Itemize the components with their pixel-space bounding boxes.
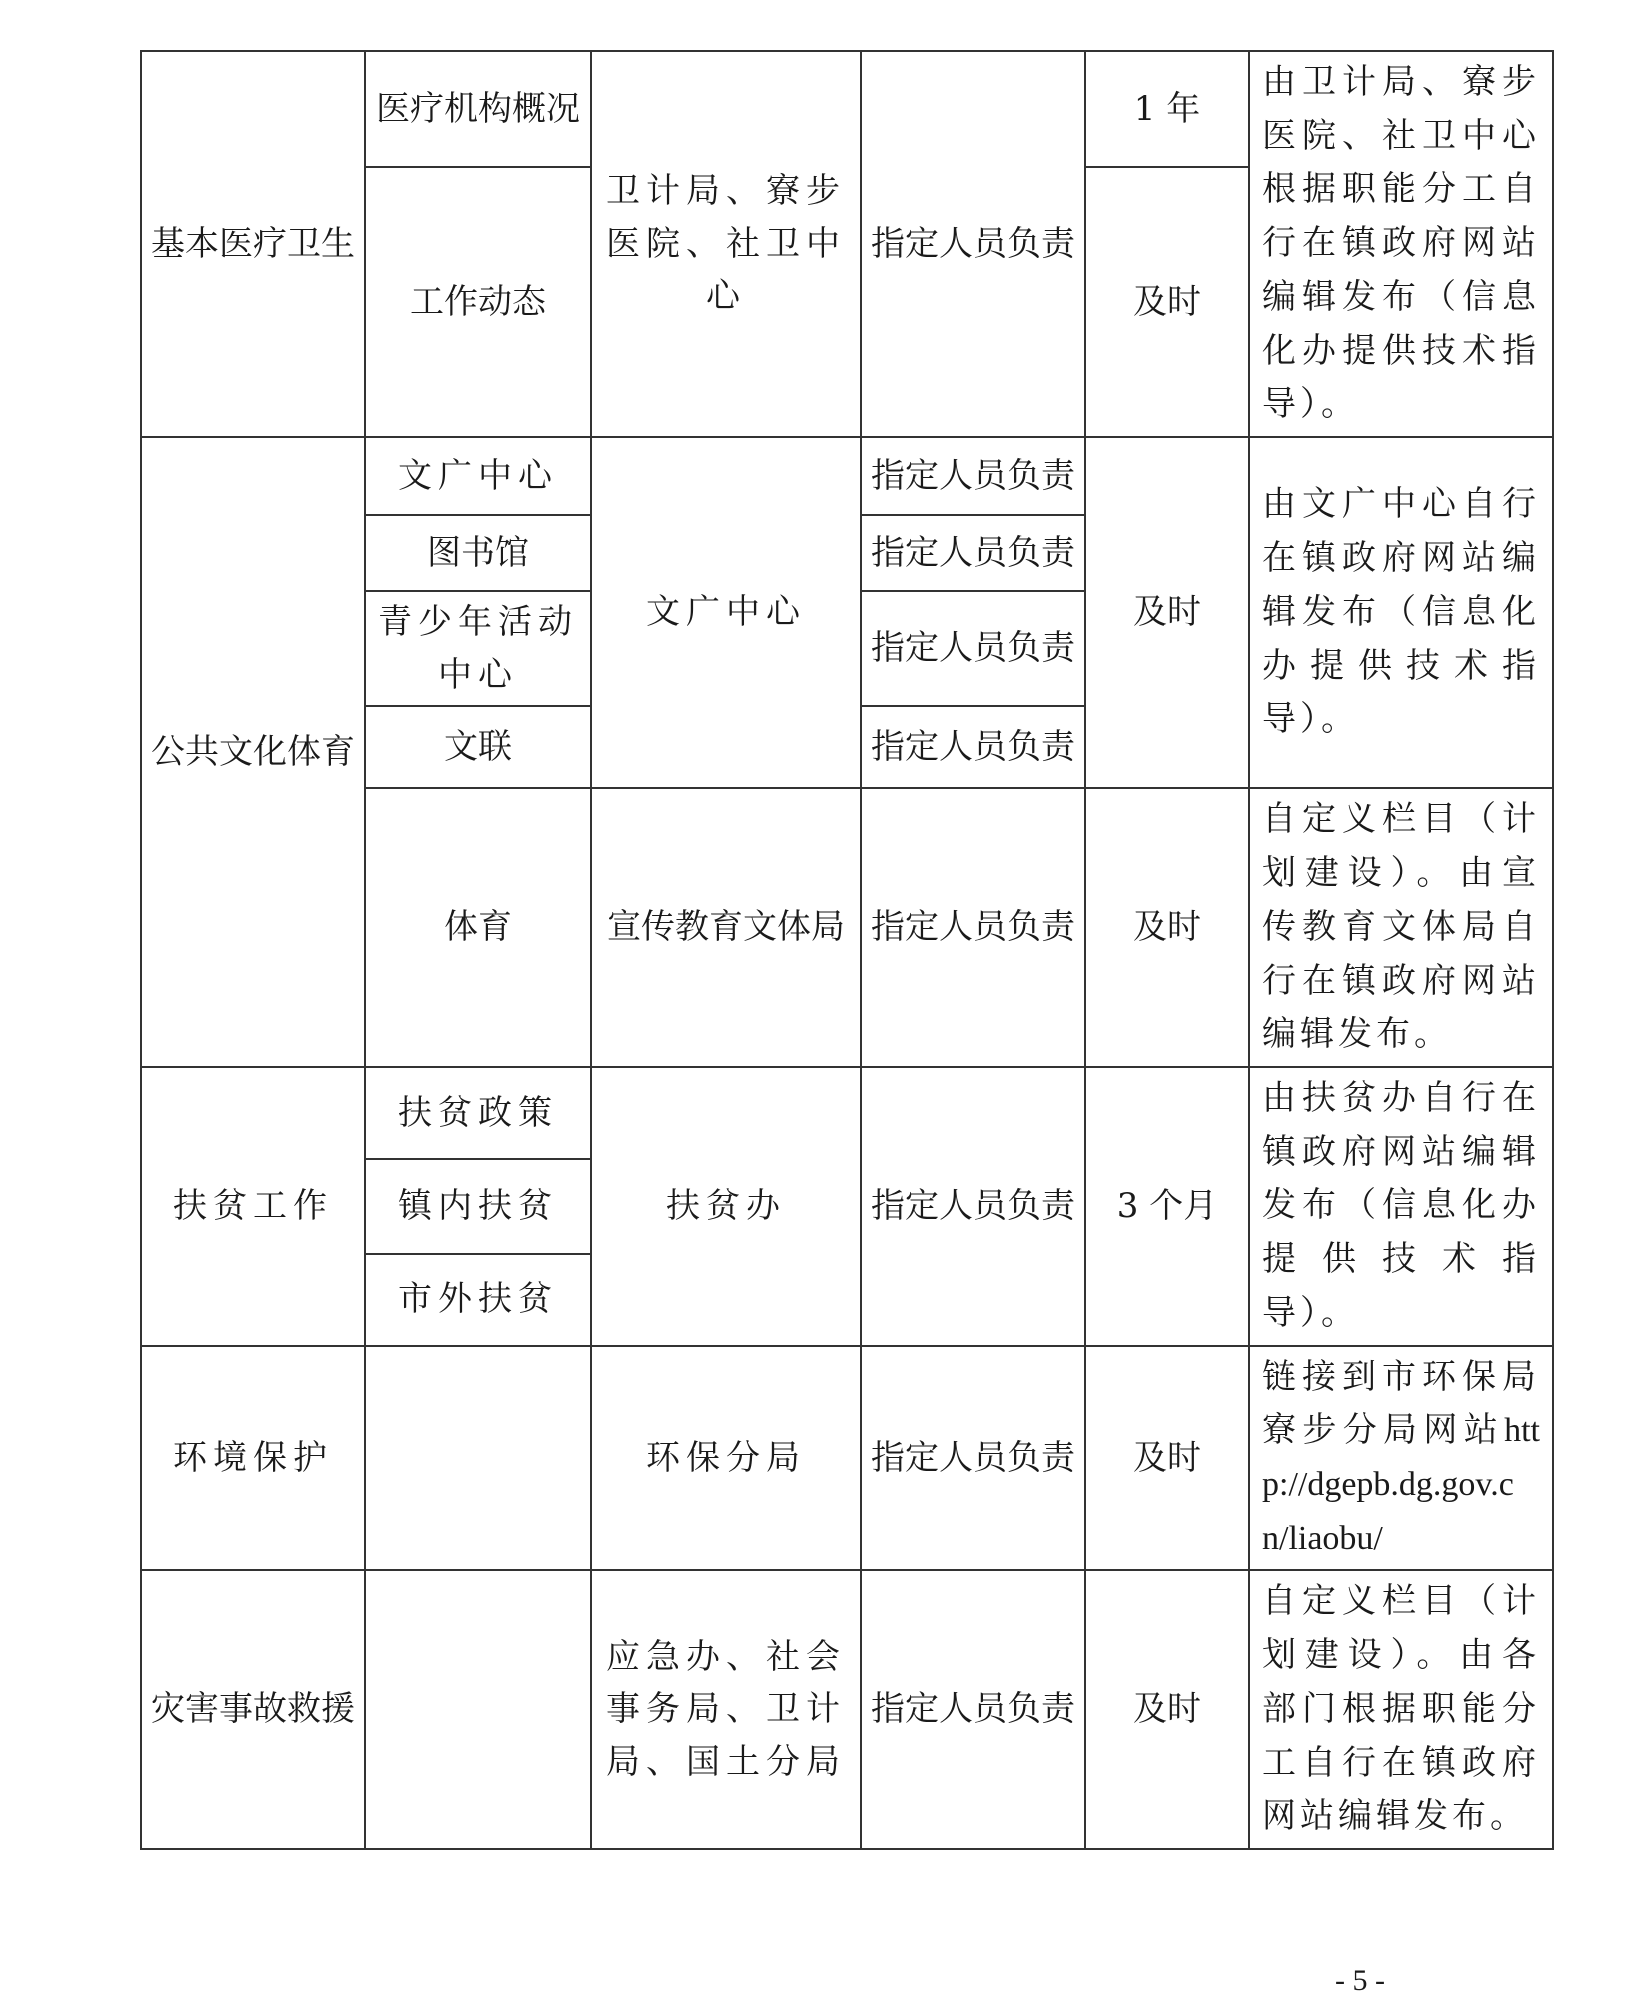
- responsible-cell: 指定人员负责: [861, 515, 1085, 591]
- note-cell: 由卫计局、寮步医院、社卫中心根据职能分工自行在镇政府网站编辑发布（信息化办提供技术指导）。: [1249, 51, 1553, 437]
- department-cell: 卫计局、寮步医院、社卫中心: [591, 51, 861, 437]
- category-cell: 灾害事故救援: [141, 1570, 365, 1849]
- table-row: [141, 437, 1553, 515]
- responsible-cell: 指定人员负责: [861, 1346, 1085, 1571]
- responsible-cell: 指定人员负责: [861, 706, 1085, 788]
- category-cell: 公共文化体育: [141, 437, 365, 1067]
- period-cell: 及时: [1085, 1346, 1249, 1571]
- table-row: [141, 51, 1553, 167]
- responsible-cell: 指定人员负责: [861, 51, 1085, 437]
- table-row: [141, 1067, 1553, 1159]
- info-disclosure-table: [140, 50, 1554, 1850]
- period-cell: 3 个月: [1085, 1067, 1249, 1346]
- department-cell: 文广中心: [591, 437, 861, 788]
- category-cell: 环境保护: [141, 1346, 365, 1571]
- item-cell: [365, 1346, 591, 1571]
- item-cell: 体育: [365, 788, 591, 1067]
- responsible-cell: 指定人员负责: [861, 1570, 1085, 1849]
- item-cell: 工作动态: [365, 167, 591, 437]
- note-cell: 自定义栏目（计划建设）。由宣传教育文体局自行在镇政府网站编辑发布。: [1249, 788, 1553, 1067]
- period-cell: 及时: [1085, 167, 1249, 437]
- responsible-cell: 指定人员负责: [861, 788, 1085, 1067]
- table-row: [141, 1570, 1553, 1849]
- item-cell: 文联: [365, 706, 591, 788]
- note-cell: 由文广中心自行在镇政府网站编辑发布（信息化办提供技术指导）。: [1249, 437, 1553, 788]
- category-cell: 扶贫工作: [141, 1067, 365, 1346]
- page-number: - 5 -: [1335, 1964, 1385, 1997]
- item-cell: 医疗机构概况: [365, 51, 591, 167]
- responsible-cell: 指定人员负责: [861, 1067, 1085, 1346]
- item-cell: 扶贫政策: [365, 1067, 591, 1159]
- period-cell: 及时: [1085, 788, 1249, 1067]
- department-cell: 宣传教育文体局: [591, 788, 861, 1067]
- table-row: [141, 1346, 1553, 1571]
- note-cell: 自定义栏目（计划建设）。由各部门根据职能分工自行在镇政府网站编辑发布。: [1249, 1570, 1553, 1849]
- period-cell: 及时: [1085, 1570, 1249, 1849]
- department-cell: 环保分局: [591, 1346, 861, 1571]
- item-cell: 市外扶贫: [365, 1254, 591, 1346]
- website-link[interactable]: http://dgepb.dg.gov.cn/liaobu/: [1262, 1412, 1540, 1557]
- item-cell: 文广中心: [365, 437, 591, 515]
- department-cell: 扶贫办: [591, 1067, 861, 1346]
- item-cell: 镇内扶贫: [365, 1159, 591, 1253]
- note-cell: [1249, 1346, 1553, 1571]
- item-cell: 图书馆: [365, 515, 591, 591]
- note-text: 链接到市环保局寮步分局网站: [1262, 1356, 1540, 1451]
- responsible-cell: 指定人员负责: [861, 437, 1085, 515]
- responsible-cell: 指定人员负责: [861, 591, 1085, 706]
- item-cell: 青少年活动中心: [365, 591, 591, 706]
- period-cell: 及时: [1085, 437, 1249, 788]
- note-cell: 由扶贫办自行在镇政府网站编辑发布（信息化办提供技术指导）。: [1249, 1067, 1553, 1346]
- period-cell: 1 年: [1085, 51, 1249, 167]
- department-cell: 应急办、社会事务局、卫计局、国土分局: [591, 1570, 861, 1849]
- category-cell: 基本医疗卫生: [141, 51, 365, 437]
- item-cell: [365, 1570, 591, 1849]
